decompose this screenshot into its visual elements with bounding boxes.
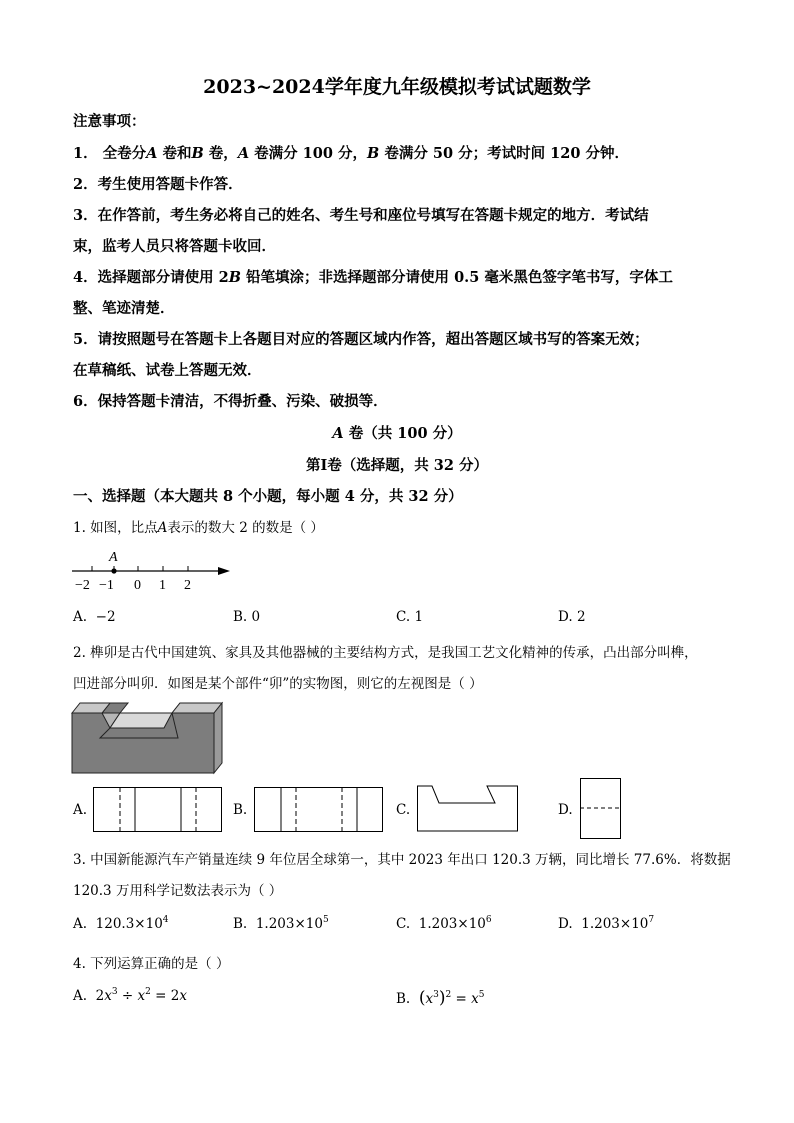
number-line-figure [70, 545, 235, 593]
q1-option-c[interactable]: C. 1 [396, 609, 424, 625]
q3-option-c[interactable]: C. $1.203\times 10^6$ [396, 915, 492, 932]
tick-label: −1 [99, 578, 114, 593]
tick-label: 2 [184, 578, 191, 593]
question-4-stem: 4. 下列运算正确的是（ ） [73, 956, 230, 972]
tick-label: 0 [134, 578, 141, 593]
section-a-heading: A 卷（共 100 分） [332, 425, 462, 442]
note-item-3-line2: 束，监考人员只将答题卡收回． [73, 238, 276, 255]
q1-option-a[interactable]: A. −2 [73, 609, 116, 625]
part-one-heading: 第Ⅰ卷（选择题，共 32 分） [305, 457, 489, 474]
question-2-line1: 2. 榫卯是古代中国建筑、家具及其他器械的主要结构方式，是我国工艺文化精神的传承，凸出部分叫榫， [73, 645, 698, 661]
notes-heading: 注意事项： [73, 113, 146, 130]
q3-option-d[interactable]: D. $1.203\times 10^7$ [558, 915, 655, 932]
q2-option-b-figure[interactable] [254, 787, 384, 833]
tick-label: −2 [75, 578, 90, 593]
note-item-1: 1． 全卷分A 卷和B 卷，A 卷满分 100 分，B 卷满分 50 分；考试时间 120 分钟． [73, 145, 629, 162]
q2-option-d-figure[interactable] [580, 778, 622, 840]
section-one-heading: 一、选择题（本大题共 8 个小题，每小题 4 分，共 32 分） [73, 488, 463, 505]
q4-option-a[interactable]: A. $2x^3 \div x^2 = 2x$ [73, 987, 187, 1004]
note-item-6: 6．保持答题卡清洁，不得折叠、污染、破损等． [73, 393, 388, 410]
number-line-arrow [218, 567, 230, 575]
q2-option-a-label[interactable]: A. [73, 802, 88, 818]
q1-option-d[interactable]: D. 2 [558, 609, 586, 625]
q3-option-a[interactable]: A. $120.3\times 10^4$ [73, 915, 169, 932]
mortise-3d-figure [72, 700, 224, 775]
q2-option-c-label[interactable]: C. [396, 802, 411, 818]
point-a-label: A [109, 550, 118, 565]
page-title: 2023~2024学年度九年级模拟考试试题数学 [203, 76, 591, 98]
note-item-2: 2．考生使用答题卡作答． [73, 176, 243, 193]
question-1-stem: 1. 如图，比点A表示的数大 2 的数是（ ） [73, 520, 324, 536]
q1-option-b[interactable]: B. 0 [233, 609, 261, 625]
question-3-line1: 3. 中国新能源汽车产销量连续 9 年位居全球第一，其中 2023 年出口 120.3 万辆，同比增长 77.6%．将数据 [73, 852, 731, 868]
point-a-dot [111, 568, 116, 573]
q2-option-d-label[interactable]: D. [558, 802, 573, 818]
question-3-line2: 120.3 万用科学记数法表示为（ ） [73, 883, 283, 899]
question-2-line2: 凹进部分叫卯．如图是某个部件“卯”的实物图，则它的左视图是（ ） [73, 676, 483, 692]
note-item-4-line2: 整、笔迹清楚． [73, 300, 175, 317]
note-item-3-line1: 3．在作答前，考生务必将自己的姓名、考生号和座位号填写在答题卡规定的地方．考试结 [73, 207, 649, 224]
q3-option-b[interactable]: B. $1.203\times 10^5$ [233, 915, 329, 932]
q2-option-a-figure[interactable] [93, 787, 223, 833]
q4-option-b[interactable]: B. $(x^3)^2 = x^5$ [396, 988, 485, 1008]
note-item-4-line1: 4．选择题部分请使用 2B 铅笔填涂；非选择题部分请使用 0.5 毫米黑色签字笔书写，字体工 [73, 269, 673, 286]
q2-option-c-figure[interactable] [417, 785, 519, 833]
tick-label: 1 [159, 578, 166, 593]
q2-option-b-label[interactable]: B. [233, 802, 248, 818]
note-item-5-line2: 在草稿纸、试卷上答题无效． [73, 362, 262, 379]
note-item-5-line1: 5．请按照题号在答题卡上各题目对应的答题区域内作答，超出答题区域书写的答案无效； [73, 331, 649, 348]
